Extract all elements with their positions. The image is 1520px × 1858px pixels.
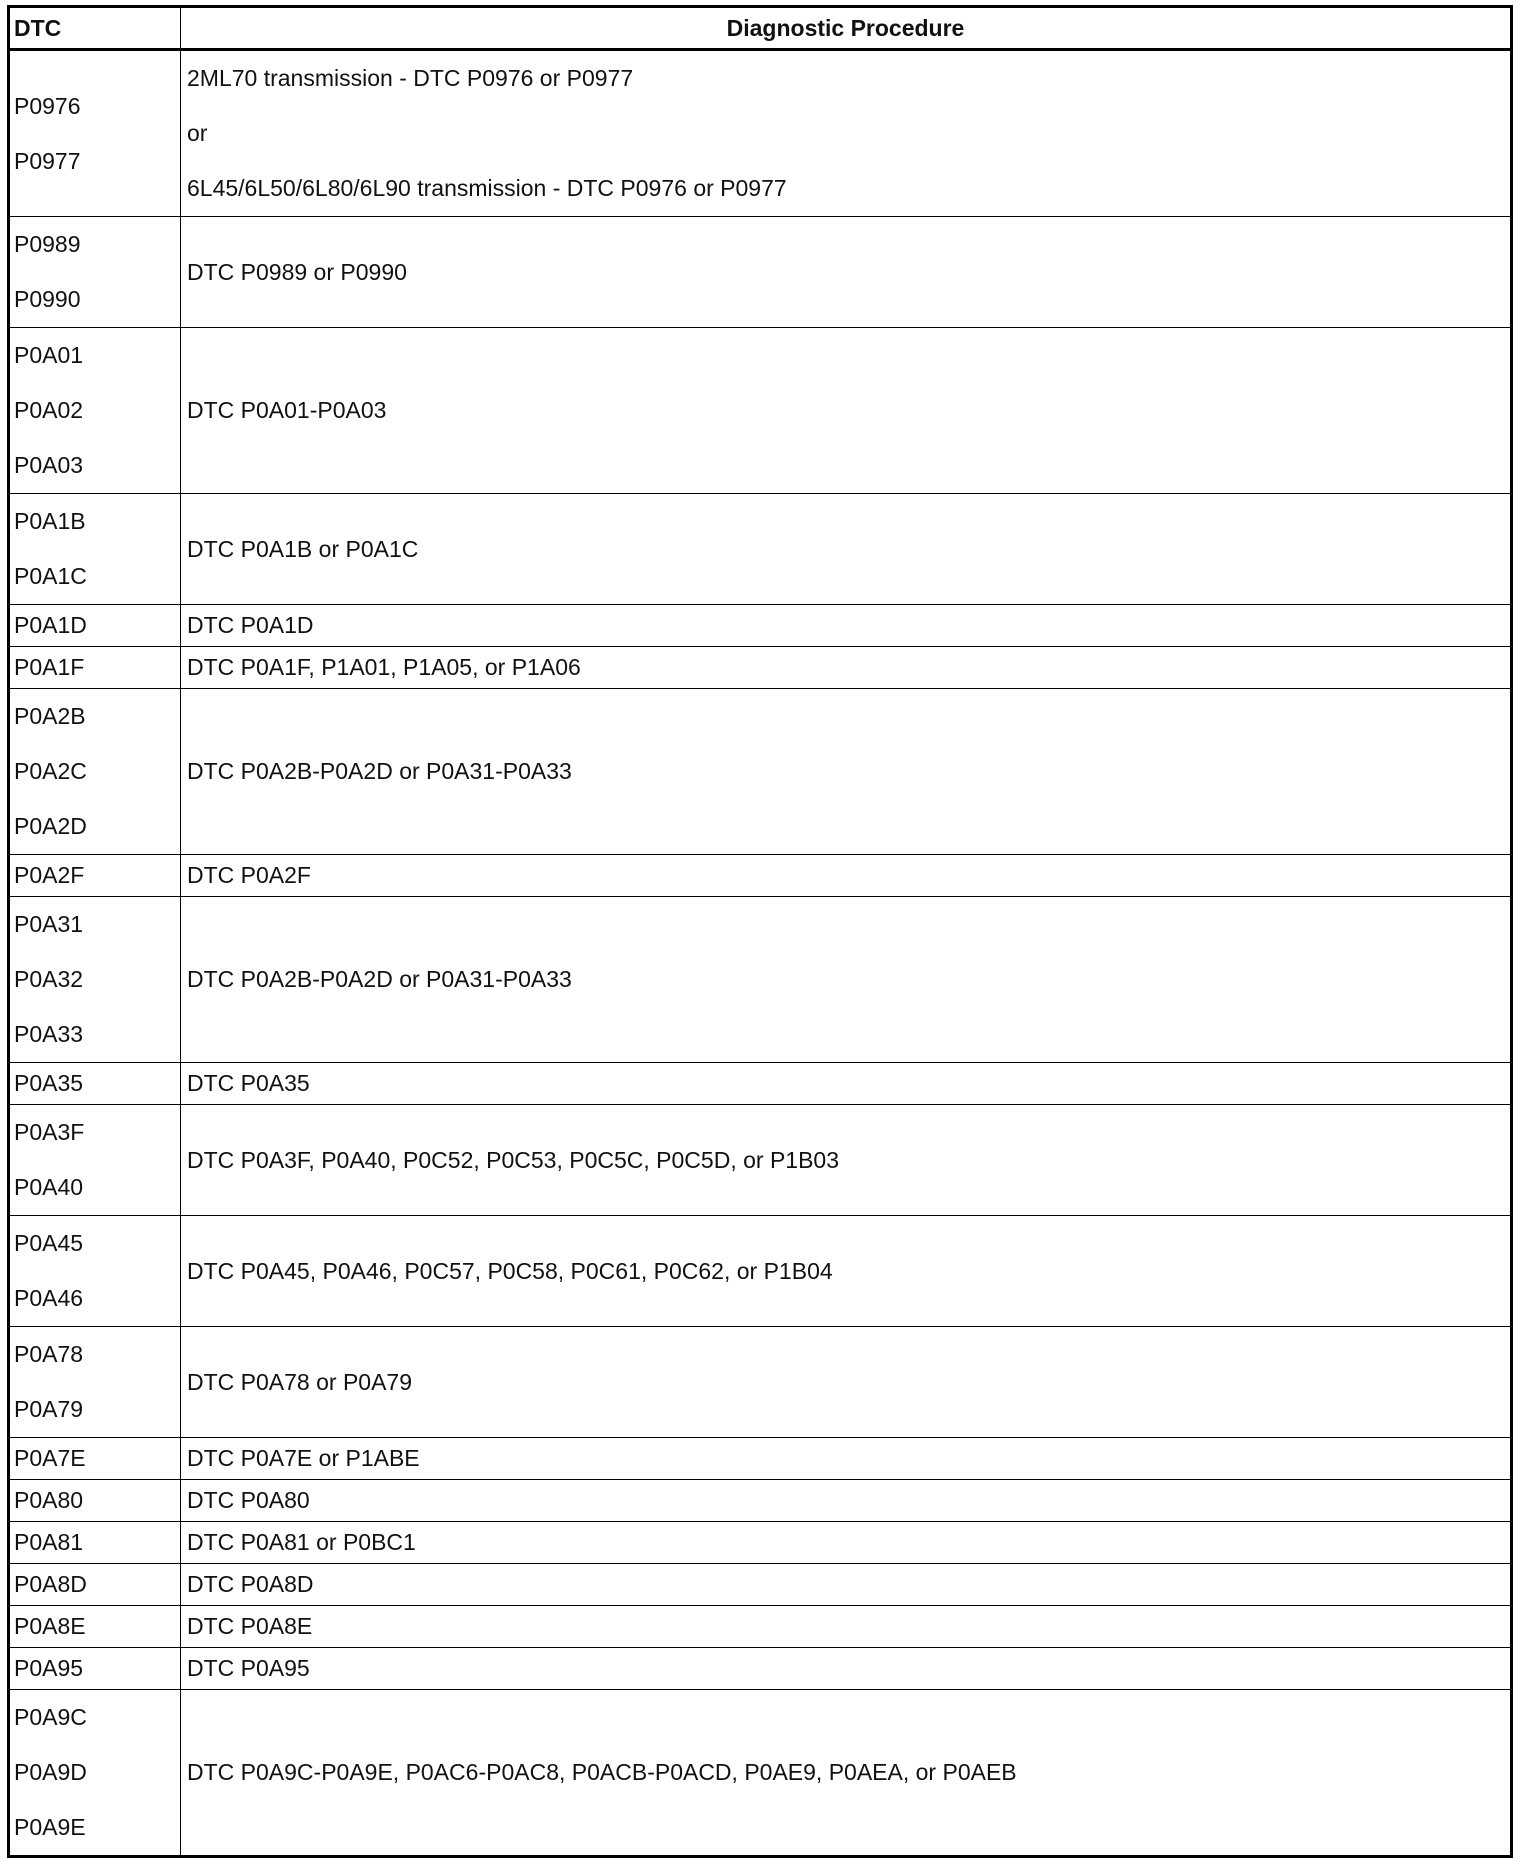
- dtc-code: P0A40: [14, 1174, 84, 1200]
- procedure-cell: [181, 494, 1512, 605]
- dtc-cell: [9, 1522, 181, 1564]
- table-row: [9, 855, 1512, 897]
- procedure-text: DTC P0A7E or P1ABE: [187, 1445, 420, 1471]
- table-row: [9, 605, 1512, 647]
- procedure-cell: [181, 1105, 1512, 1216]
- procedure-text: DTC P0A8D: [187, 1571, 314, 1597]
- dtc-cell: [9, 605, 181, 647]
- dtc-cell: [9, 897, 181, 1063]
- procedure-cell: [181, 1480, 1512, 1522]
- dtc-code: P0A9D: [14, 1759, 87, 1785]
- procedure-cell: [181, 1327, 1512, 1438]
- dtc-code: P0A79: [14, 1396, 84, 1422]
- dtc-cell: [9, 1063, 181, 1105]
- dtc-code: P0A78: [14, 1341, 84, 1367]
- dtc-cell: [9, 855, 181, 897]
- procedure-text: DTC P0A3F, P0A40, P0C52, P0C53, P0C5C, P0C5D, or P1B03: [187, 1146, 839, 1173]
- table-row: [9, 1522, 1512, 1564]
- procedure-cell: [181, 897, 1512, 1063]
- dtc-code: P0A03: [14, 452, 84, 478]
- dtc-code: P0A8E: [14, 1613, 86, 1639]
- table-body: [9, 50, 1512, 1857]
- dtc-code: P0A9C: [14, 1704, 87, 1730]
- procedure-text: or: [187, 120, 208, 146]
- table-row: [9, 647, 1512, 689]
- table-header: [9, 7, 1512, 50]
- dtc-cell: [9, 1564, 181, 1606]
- dtc-cell: [9, 217, 181, 328]
- procedure-text: DTC P0A35: [187, 1070, 310, 1096]
- procedure-text: DTC P0A95: [187, 1655, 310, 1681]
- dtc-code: P0A2D: [14, 813, 87, 839]
- table-row: [9, 50, 1512, 217]
- dtc-code: P0A31: [14, 911, 84, 937]
- table-row: [9, 328, 1512, 494]
- procedure-cell: [181, 1063, 1512, 1105]
- dtc-code: P0A2F: [14, 862, 85, 888]
- procedure-text: DTC P0A1F, P1A01, P1A05, or P1A06: [187, 654, 581, 680]
- dtc-cell: [9, 50, 181, 217]
- dtc-code: P0A02: [14, 397, 84, 423]
- procedure-text: DTC P0A2F: [187, 862, 311, 888]
- dtc-cell: [9, 1690, 181, 1857]
- procedure-text: DTC P0989 or P0990: [187, 258, 407, 285]
- dtc-cell: [9, 1438, 181, 1480]
- table-row: [9, 1216, 1512, 1327]
- table-row: [9, 1480, 1512, 1522]
- procedure-cell: [181, 1606, 1512, 1648]
- dtc-code: P0A33: [14, 1021, 84, 1047]
- dtc-code: P0A80: [14, 1487, 84, 1513]
- dtc-cell: [9, 494, 181, 605]
- table-row: [9, 1438, 1512, 1480]
- procedure-cell: [181, 217, 1512, 328]
- procedure-text: DTC P0A2B-P0A2D or P0A31-P0A33: [187, 758, 572, 784]
- table-row: [9, 897, 1512, 1063]
- procedure-text: DTC P0A01-P0A03: [187, 397, 387, 423]
- dtc-code: P0A3F: [14, 1119, 85, 1145]
- dtc-cell: [9, 1606, 181, 1648]
- procedure-text: DTC P0A81 or P0BC1: [187, 1529, 416, 1555]
- procedure-cell: [181, 1648, 1512, 1690]
- dtc-cell: [9, 328, 181, 494]
- procedure-text: DTC P0A80: [187, 1487, 310, 1513]
- dtc-cell: [9, 689, 181, 855]
- table-row: [9, 1690, 1512, 1857]
- dtc-code: P0A32: [14, 966, 84, 992]
- procedure-cell: [181, 50, 1512, 217]
- dtc-code: P0A2B: [14, 703, 86, 729]
- procedure-text: DTC P0A1B or P0A1C: [187, 535, 419, 562]
- procedure-cell: [181, 689, 1512, 855]
- procedure-text: DTC P0A78 or P0A79: [187, 1368, 413, 1395]
- procedure-text: 6L45/6L50/6L80/6L90 transmission - DTC P0976 or P0977: [187, 175, 787, 201]
- dtc-code: P0A1D: [14, 612, 87, 638]
- dtc-column-header: DTC: [9, 7, 181, 50]
- procedure-cell: [181, 1522, 1512, 1564]
- procedure-text: DTC P0A2B-P0A2D or P0A31-P0A33: [187, 966, 572, 992]
- dtc-code: P0A01: [14, 342, 84, 368]
- procedure-cell: [181, 1438, 1512, 1480]
- procedure-text: 2ML70 transmission - DTC P0976 or P0977: [187, 65, 634, 91]
- procedure-text: DTC P0A8E: [187, 1613, 313, 1639]
- dtc-code: P0A1C: [14, 563, 87, 589]
- table-row: [9, 1105, 1512, 1216]
- table-row: [9, 689, 1512, 855]
- dtc-code: P0A8D: [14, 1571, 87, 1597]
- procedure-column-header: Diagnostic Procedure: [181, 7, 1512, 50]
- dtc-code: P0A1B: [14, 508, 86, 534]
- dtc-code: P0976: [14, 92, 81, 119]
- table-row: [9, 1606, 1512, 1648]
- procedure-cell: [181, 328, 1512, 494]
- dtc-code: P0990: [14, 286, 81, 312]
- dtc-code: P0A95: [14, 1655, 84, 1681]
- dtc-cell: [9, 1648, 181, 1690]
- dtc-code: P0A35: [14, 1070, 84, 1096]
- procedure-text: DTC P0A9C-P0A9E, P0AC6-P0AC8, P0ACB-P0ACD, P0AE9, P0AEA, or P0AEB: [187, 1759, 1017, 1785]
- table-row: [9, 1564, 1512, 1606]
- procedure-cell: [181, 1564, 1512, 1606]
- procedure-cell: [181, 855, 1512, 897]
- dtc-code: P0977: [14, 147, 81, 174]
- procedure-text: DTC P0A1D: [187, 612, 314, 638]
- dtc-code: P0A7E: [14, 1445, 86, 1471]
- table-row: [9, 494, 1512, 605]
- dtc-code: P0A81: [14, 1529, 84, 1555]
- table-row: [9, 1648, 1512, 1690]
- table-row: [9, 1327, 1512, 1438]
- dtc-code: P0989: [14, 231, 81, 257]
- dtc-cell: [9, 1216, 181, 1327]
- dtc-cell: [9, 1480, 181, 1522]
- dtc-cell: [9, 1327, 181, 1438]
- dtc-code: P0A1F: [14, 654, 85, 680]
- dtc-cell: [9, 647, 181, 689]
- dtc-code: P0A2C: [14, 758, 87, 784]
- procedure-cell: [181, 605, 1512, 647]
- header-row: [9, 7, 1512, 50]
- procedure-cell: [181, 1216, 1512, 1327]
- dtc-cell: [9, 1105, 181, 1216]
- dtc-code: P0A9E: [14, 1814, 86, 1840]
- procedure-cell: [181, 1690, 1512, 1857]
- procedure-text: DTC P0A45, P0A46, P0C57, P0C58, P0C61, P0C62, or P1B04: [187, 1257, 833, 1284]
- dtc-code: P0A46: [14, 1285, 84, 1311]
- table-row: [9, 217, 1512, 328]
- procedure-cell: [181, 647, 1512, 689]
- table-row: [9, 1063, 1512, 1105]
- dtc-table: [7, 5, 1513, 1858]
- dtc-code: P0A45: [14, 1230, 84, 1256]
